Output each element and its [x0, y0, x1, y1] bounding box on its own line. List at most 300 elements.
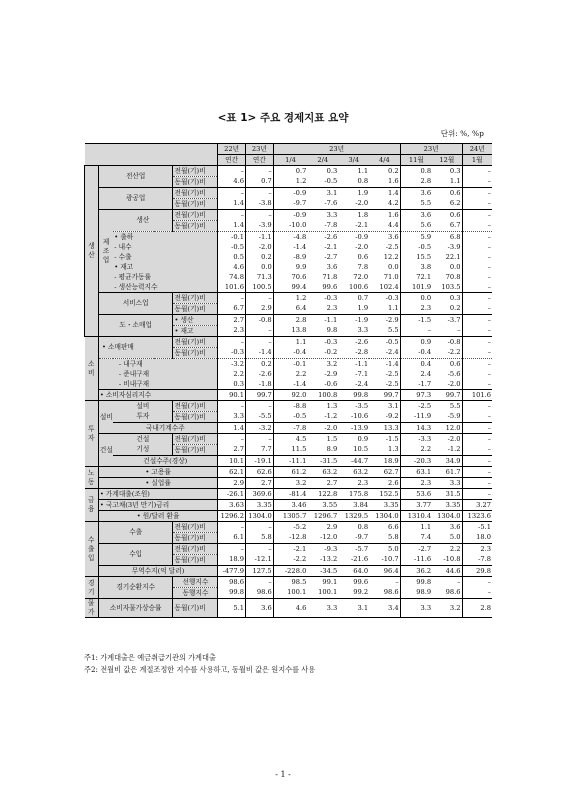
row-label: 동월(기)비	[173, 221, 218, 232]
table-cell: -0.3	[369, 293, 400, 304]
table-row	[85, 315, 493, 326]
table-cell: 98.9	[400, 588, 432, 599]
table-cell: 1.1	[338, 166, 369, 177]
row-label: • 원/달러 환율	[98, 511, 217, 522]
table-cell: 71.3	[245, 272, 273, 282]
table-cell: –	[218, 293, 246, 304]
table-cell: -2.5	[385, 242, 399, 251]
table-cell: -1.2	[447, 445, 461, 454]
table-cell: 0.2	[449, 304, 461, 313]
table-cell: -5.2	[273, 522, 307, 533]
table-cell: 5.9	[400, 232, 432, 243]
table-cell: -2.7	[324, 252, 338, 261]
table-cell: 99.1	[307, 577, 338, 588]
table-cell: -2.0	[307, 423, 338, 434]
table-cell: 99.2	[353, 588, 369, 597]
table-cell: –	[245, 293, 273, 304]
table-cell: 0.0	[449, 262, 461, 271]
table-cell: 0.0	[388, 262, 399, 271]
table-cell: 64.0	[338, 566, 369, 577]
table-cell: 3.3	[218, 412, 246, 423]
table-cell: 3.3	[400, 599, 432, 618]
table-cell: 2.7	[307, 478, 338, 489]
section-investment: 투 자	[85, 401, 99, 467]
table-cell: 90.1	[218, 390, 246, 401]
table-cell: 34.9	[432, 456, 462, 467]
table-cell: –	[218, 401, 246, 412]
table-cell: –	[245, 577, 273, 588]
table-row	[85, 445, 493, 456]
table-cell: 1.1	[400, 522, 432, 533]
label-exports: 수출	[98, 522, 173, 544]
table-cell: 3.6	[400, 188, 432, 199]
table-cell: -0.8	[245, 315, 273, 326]
row-label: 동월(기)비	[173, 445, 218, 456]
table-cell: 3.6	[400, 210, 432, 221]
table-cell: 2.9	[245, 304, 273, 315]
table-cell: –	[462, 423, 492, 434]
table-cell: 0.9	[400, 337, 432, 348]
table-row	[85, 210, 493, 221]
table-cell: 102.4	[379, 282, 399, 291]
table-cell: 1304.0	[245, 511, 273, 522]
table-cell: 3.63	[218, 500, 246, 511]
table-cell: 9.9	[273, 262, 307, 272]
table-cell: 100.8	[307, 390, 338, 401]
table-cell: 0.2	[245, 359, 273, 370]
table-cell: –	[462, 272, 492, 282]
table-cell: -9.3	[307, 544, 338, 555]
table-cell: -1.2	[324, 412, 338, 421]
table-cell: 62.1	[218, 467, 246, 478]
table-cell: 1.4	[369, 188, 400, 199]
table-row	[85, 166, 493, 177]
table-cell: –	[369, 577, 400, 588]
table-cell: 100.5	[245, 282, 273, 293]
table-cell: -11.9	[400, 412, 432, 423]
table-cell: -5.5	[245, 412, 273, 423]
table-cell: 7.4	[400, 533, 432, 544]
table-cell: 3.1	[307, 188, 338, 199]
table-cell: 3.46	[273, 500, 307, 511]
table-cell: -13.9	[338, 423, 369, 434]
table-cell: 10.5	[353, 445, 369, 454]
table-cell: -0.8	[432, 337, 462, 348]
table-cell: 101.6	[462, 390, 492, 401]
table-cell: -3.5	[338, 401, 369, 412]
table-cell: 3.1	[338, 599, 369, 618]
table-cell: 71.0	[383, 272, 399, 281]
table-cell: –	[218, 544, 246, 555]
row-label: 기성	[113, 445, 173, 456]
table-cell: -2.1	[273, 544, 307, 555]
label-cycle-index: 경기순환지수	[98, 577, 173, 599]
table-cell: 44.6	[432, 566, 462, 577]
table-cell: 1323.6	[462, 511, 492, 522]
table-cell: –	[457, 326, 461, 335]
table-cell: 2.3	[400, 304, 432, 315]
table-row	[85, 293, 493, 304]
table-cell: -1.4	[273, 242, 307, 252]
section-labor: 노 동	[85, 467, 99, 489]
row-label: 무역수지(억 달러)	[98, 566, 217, 577]
row-label: 전월(기)비	[173, 210, 218, 221]
table-cell: –	[462, 262, 492, 272]
table-cell: -2.9	[324, 369, 338, 378]
row-label: 동월(기)비	[173, 555, 218, 566]
table-cell: -0.5	[400, 242, 432, 252]
table-cell: 3.6	[326, 262, 338, 271]
table-row	[85, 242, 493, 252]
table-cell: 2.8	[400, 177, 432, 188]
table-cell: -477.9	[218, 566, 246, 577]
table-cell: 98.6	[245, 588, 273, 599]
table-cell: 2.6	[369, 478, 400, 489]
table-cell: 1310.4	[400, 511, 432, 522]
row-label: • 소비자심리지수	[98, 390, 217, 401]
table-row	[85, 577, 493, 588]
table-cell: -12.8	[273, 533, 307, 544]
table-row	[85, 262, 493, 272]
table-cell: 0.7	[273, 166, 307, 177]
footnote-1: 주1: 가계대출은 예금취급기관의 가계대출	[84, 653, 216, 662]
table-cell: 70.6	[273, 272, 307, 282]
table-cell: 72.0	[353, 272, 369, 281]
table-cell: 22.1	[445, 252, 461, 261]
table-cell: –	[432, 577, 462, 588]
table-cell: 99.4	[273, 282, 307, 293]
table-cell: –	[245, 434, 273, 445]
table-cell: 6.7	[449, 221, 461, 230]
table-cell: 2.4	[400, 369, 432, 379]
row-label: 전월(기)비	[173, 337, 218, 348]
table-cell: -21.6	[351, 555, 369, 564]
table-cell: -26.1	[218, 489, 246, 500]
table-cell: 63.2	[307, 467, 338, 478]
label-equipment: 설비	[98, 401, 113, 434]
table-cell: 3.3	[307, 599, 338, 618]
table-cell: –	[400, 326, 432, 337]
label-equipment-invest: 설비	[113, 401, 173, 412]
table-cell: 12.2	[383, 252, 399, 261]
table-cell: 13.3	[369, 423, 400, 434]
table-cell: 3.3	[357, 326, 369, 335]
table-cell: 3.3	[432, 478, 462, 489]
table-cell: -9.7	[273, 199, 307, 210]
row-label: 투자	[113, 412, 173, 423]
table-cell: 4.5	[273, 434, 307, 445]
table-cell: -11.6	[400, 555, 432, 566]
table-cell: -2.4	[385, 348, 399, 357]
table-cell: 2.8	[273, 315, 307, 326]
table-cell: –	[245, 337, 273, 348]
table-cell: 0.3	[218, 379, 246, 390]
table-cell: 2.2	[400, 445, 432, 456]
table-row	[85, 599, 493, 618]
table-cell: –	[462, 359, 492, 370]
table-row	[85, 369, 493, 379]
table-cell: -5.6	[447, 369, 461, 378]
section-finance: 금 융	[85, 489, 99, 522]
table-cell: –	[462, 166, 492, 177]
table-cell: –	[462, 282, 492, 293]
table-cell: 4.6	[218, 262, 246, 272]
label-cpi: 소비자물가상승률	[98, 599, 173, 618]
unit-label: 단위: %, %p	[440, 129, 484, 138]
table-cell: –	[462, 326, 492, 337]
table-cell: –	[462, 315, 492, 326]
table-cell: –	[462, 242, 492, 252]
label-all-industry: 전산업	[98, 166, 173, 188]
table-cell: –	[218, 188, 246, 199]
table-cell: -1.1	[245, 232, 273, 243]
table-cell: -8.9	[273, 252, 307, 262]
table-cell: 15.5	[400, 252, 432, 262]
table-cell: -12.0	[320, 533, 338, 542]
table-cell: -2.6	[338, 337, 369, 348]
table-cell: –	[462, 199, 492, 210]
table-cell: -2.6	[245, 369, 273, 379]
row-label: 동월(기)비	[173, 599, 218, 618]
table-cell: 3.2	[273, 478, 307, 489]
row-label: 전월(기)비	[173, 522, 218, 533]
table-cell: 72.1	[400, 272, 432, 282]
table-cell: 4.2	[388, 199, 399, 208]
row-label: 동월(기)비	[173, 177, 218, 188]
table-row	[85, 412, 493, 423]
row-label: 전월(기)비	[173, 293, 218, 304]
row-label: • 국고채(3년 만기)금리	[98, 500, 217, 511]
label-manufacturing: 제 조 업	[98, 210, 113, 293]
table-cell: -1.5	[400, 315, 432, 326]
table-cell: 4.6	[218, 177, 246, 188]
table-cell: -2.9	[369, 315, 400, 326]
table-cell: 3.1	[369, 401, 400, 412]
row-label: 전월(기)비	[173, 434, 218, 445]
table-cell: 3.35	[245, 500, 273, 511]
table-cell: 152.5	[369, 489, 400, 500]
table-cell: -2.0	[355, 242, 369, 251]
table-cell: –	[462, 232, 492, 243]
table-cell: 99.6	[338, 577, 369, 588]
table-cell: 31.5	[432, 489, 462, 500]
table-cell: 3.6	[245, 599, 273, 618]
row-label: 동월(기)비	[173, 348, 218, 359]
table-cell: 6.7	[218, 304, 246, 315]
table-cell: 0.4	[400, 359, 432, 370]
table-row	[85, 522, 493, 533]
table-cell: 7.7	[245, 445, 273, 456]
table-cell: -0.2	[324, 348, 338, 357]
table-cell: 100.1	[273, 588, 307, 599]
table-cell: 0.5	[218, 252, 246, 262]
table-cell: 1.9	[338, 188, 369, 199]
table-cell: –	[462, 252, 492, 262]
table-cell: 1.1	[388, 304, 399, 313]
table-row	[85, 500, 493, 511]
table-cell: -0.5	[218, 242, 246, 252]
table-cell: -9.2	[385, 412, 399, 421]
table-row	[85, 272, 493, 282]
table-row	[85, 359, 493, 370]
table-cell: 1.8	[338, 210, 369, 221]
table-row	[85, 456, 493, 467]
table-row	[85, 544, 493, 555]
table-cell: 74.8	[218, 272, 246, 282]
table-cell: -13.2	[320, 555, 338, 564]
table-cell: -2.5	[400, 401, 432, 412]
table-cell: 6.2	[449, 199, 461, 208]
table-cell: -2.1	[324, 242, 338, 251]
page-number: - 1 -	[275, 770, 291, 779]
table-cell: -0.3	[218, 348, 246, 359]
table-cell: 0.6	[432, 359, 462, 370]
table-cell: 6.6	[369, 522, 400, 533]
table-cell: 0.7	[338, 293, 369, 304]
table-cell: -1.5	[369, 434, 400, 445]
table-cell: -0.9	[273, 188, 307, 199]
table-cell: –	[462, 304, 492, 315]
table-cell: 0.7	[245, 177, 273, 188]
table-cell: 2.3	[338, 478, 369, 489]
row-label: • 재고	[113, 262, 217, 272]
table-row	[85, 423, 493, 434]
table-cell: –	[218, 522, 246, 533]
table-cell: -0.9	[338, 232, 369, 243]
table-cell: –	[462, 445, 492, 456]
table-cell: 98.6	[218, 577, 246, 588]
table-cell: -7.8	[324, 221, 338, 230]
row-label: 전월(기)비	[173, 166, 218, 177]
table-cell: 3.2	[432, 599, 462, 618]
table-cell: 3.6	[369, 232, 400, 243]
row-label: 동행지수	[173, 588, 218, 599]
table-cell: 0.2	[369, 166, 400, 177]
table-cell: -3.7	[432, 315, 462, 326]
table-row	[85, 401, 493, 412]
table-cell: 0.3	[432, 166, 462, 177]
table-cell: 71.8	[322, 272, 338, 281]
table-cell: -5.7	[338, 544, 369, 555]
table-cell: 1.9	[357, 304, 369, 313]
table-cell: 5.1	[218, 599, 246, 618]
table-cell: -2.7	[400, 544, 432, 555]
table-cell: 1305.7	[273, 511, 307, 522]
table-cell: 53.6	[400, 489, 432, 500]
row-label: • 가계대출(조원)	[98, 489, 217, 500]
table-cell: -0.4	[400, 348, 432, 359]
table-cell: 1.3	[388, 445, 399, 454]
row-label: - 생산능력지수	[113, 282, 217, 293]
table-cell: -1.4	[273, 379, 307, 390]
table-cell: -228.0	[273, 566, 307, 577]
table-cell: –	[462, 489, 492, 500]
table-cell: -0.1	[273, 359, 307, 370]
table-cell: -1.7	[400, 379, 432, 390]
table-cell: -12.1	[245, 555, 273, 566]
table-cell: -2.0	[355, 199, 369, 208]
label-production: 생산	[113, 210, 173, 232]
table-cell: –	[245, 326, 273, 337]
table-cell: 3.35	[369, 500, 400, 511]
table-cell: -10.7	[381, 555, 399, 564]
table-cell: -3.9	[245, 221, 273, 232]
table-cell: –	[462, 293, 492, 304]
table-cell: -3.3	[400, 434, 432, 445]
table-cell: 127.5	[245, 566, 273, 577]
table-row	[85, 337, 493, 348]
table-cell: 5.0	[449, 533, 461, 542]
table-cell: 1.4	[218, 423, 246, 434]
table-cell: 100.1	[318, 588, 338, 597]
row-label: 건설수주(경상)	[113, 456, 217, 467]
row-label: - 비내구재	[98, 379, 217, 390]
table-cell: -0.5	[324, 177, 338, 186]
table-cell: -31.5	[307, 456, 338, 467]
table-cell: 62.7	[369, 467, 400, 478]
table-cell: 9.8	[326, 326, 338, 335]
table-row	[85, 489, 493, 500]
table-cell: 5.6	[400, 221, 432, 232]
label-mining-mfg: 광공업	[98, 188, 173, 210]
table-cell: 1329.5	[338, 511, 369, 522]
label-services: 서비스업	[98, 293, 173, 315]
table-cell: 0.8	[400, 166, 432, 177]
table-cell: -3.9	[447, 242, 461, 251]
table-cell: 5.0	[369, 544, 400, 555]
table-cell: –	[462, 369, 492, 379]
table-cell: -7.8	[462, 555, 492, 566]
table-cell: 101.9	[400, 282, 432, 293]
table-cell: –	[245, 210, 273, 221]
table-cell: -2.4	[355, 379, 369, 388]
table-cell: –	[462, 456, 492, 467]
table-cell: -2.0	[447, 379, 461, 388]
row-label: • 재고	[173, 326, 218, 337]
table-cell: -11.1	[273, 456, 307, 467]
label-construction: 건설	[98, 434, 113, 467]
table-cell: 1.1	[449, 177, 461, 186]
row-label: - 내구재	[98, 359, 217, 370]
label-imports: 수입	[98, 544, 173, 566]
row-label: 동월(기)비	[173, 412, 218, 423]
table-cell: 14.3	[400, 423, 432, 434]
row-label: 국내기계수주	[113, 423, 217, 434]
table-cell: -9.7	[355, 533, 369, 542]
table-cell: 99.6	[322, 282, 338, 291]
table-cell: 0.9	[338, 434, 369, 445]
table-cell: -81.4	[273, 489, 307, 500]
table-cell: -0.3	[307, 337, 338, 348]
table-cell: 1.5	[307, 434, 338, 445]
table-cell: 3.77	[400, 500, 432, 511]
table-cell: -3.2	[218, 359, 246, 370]
table-cell: 4.4	[388, 221, 399, 230]
table-cell: 1296.2	[218, 511, 246, 522]
table-row	[85, 232, 493, 243]
table-cell: 63.2	[338, 467, 369, 478]
table-cell: 0.0	[245, 262, 273, 272]
economic-indicators-table	[84, 143, 492, 618]
table-cell: 0.6	[432, 188, 462, 199]
section-trade: 수 출 입	[85, 522, 99, 577]
row-label: 동월(기)비	[173, 304, 218, 315]
table-cell: -5.9	[447, 412, 461, 421]
table-cell: -3.8	[245, 199, 273, 210]
table-cell: 98.5	[273, 577, 307, 588]
table-cell: -1.9	[338, 315, 369, 326]
table-row	[85, 390, 493, 401]
